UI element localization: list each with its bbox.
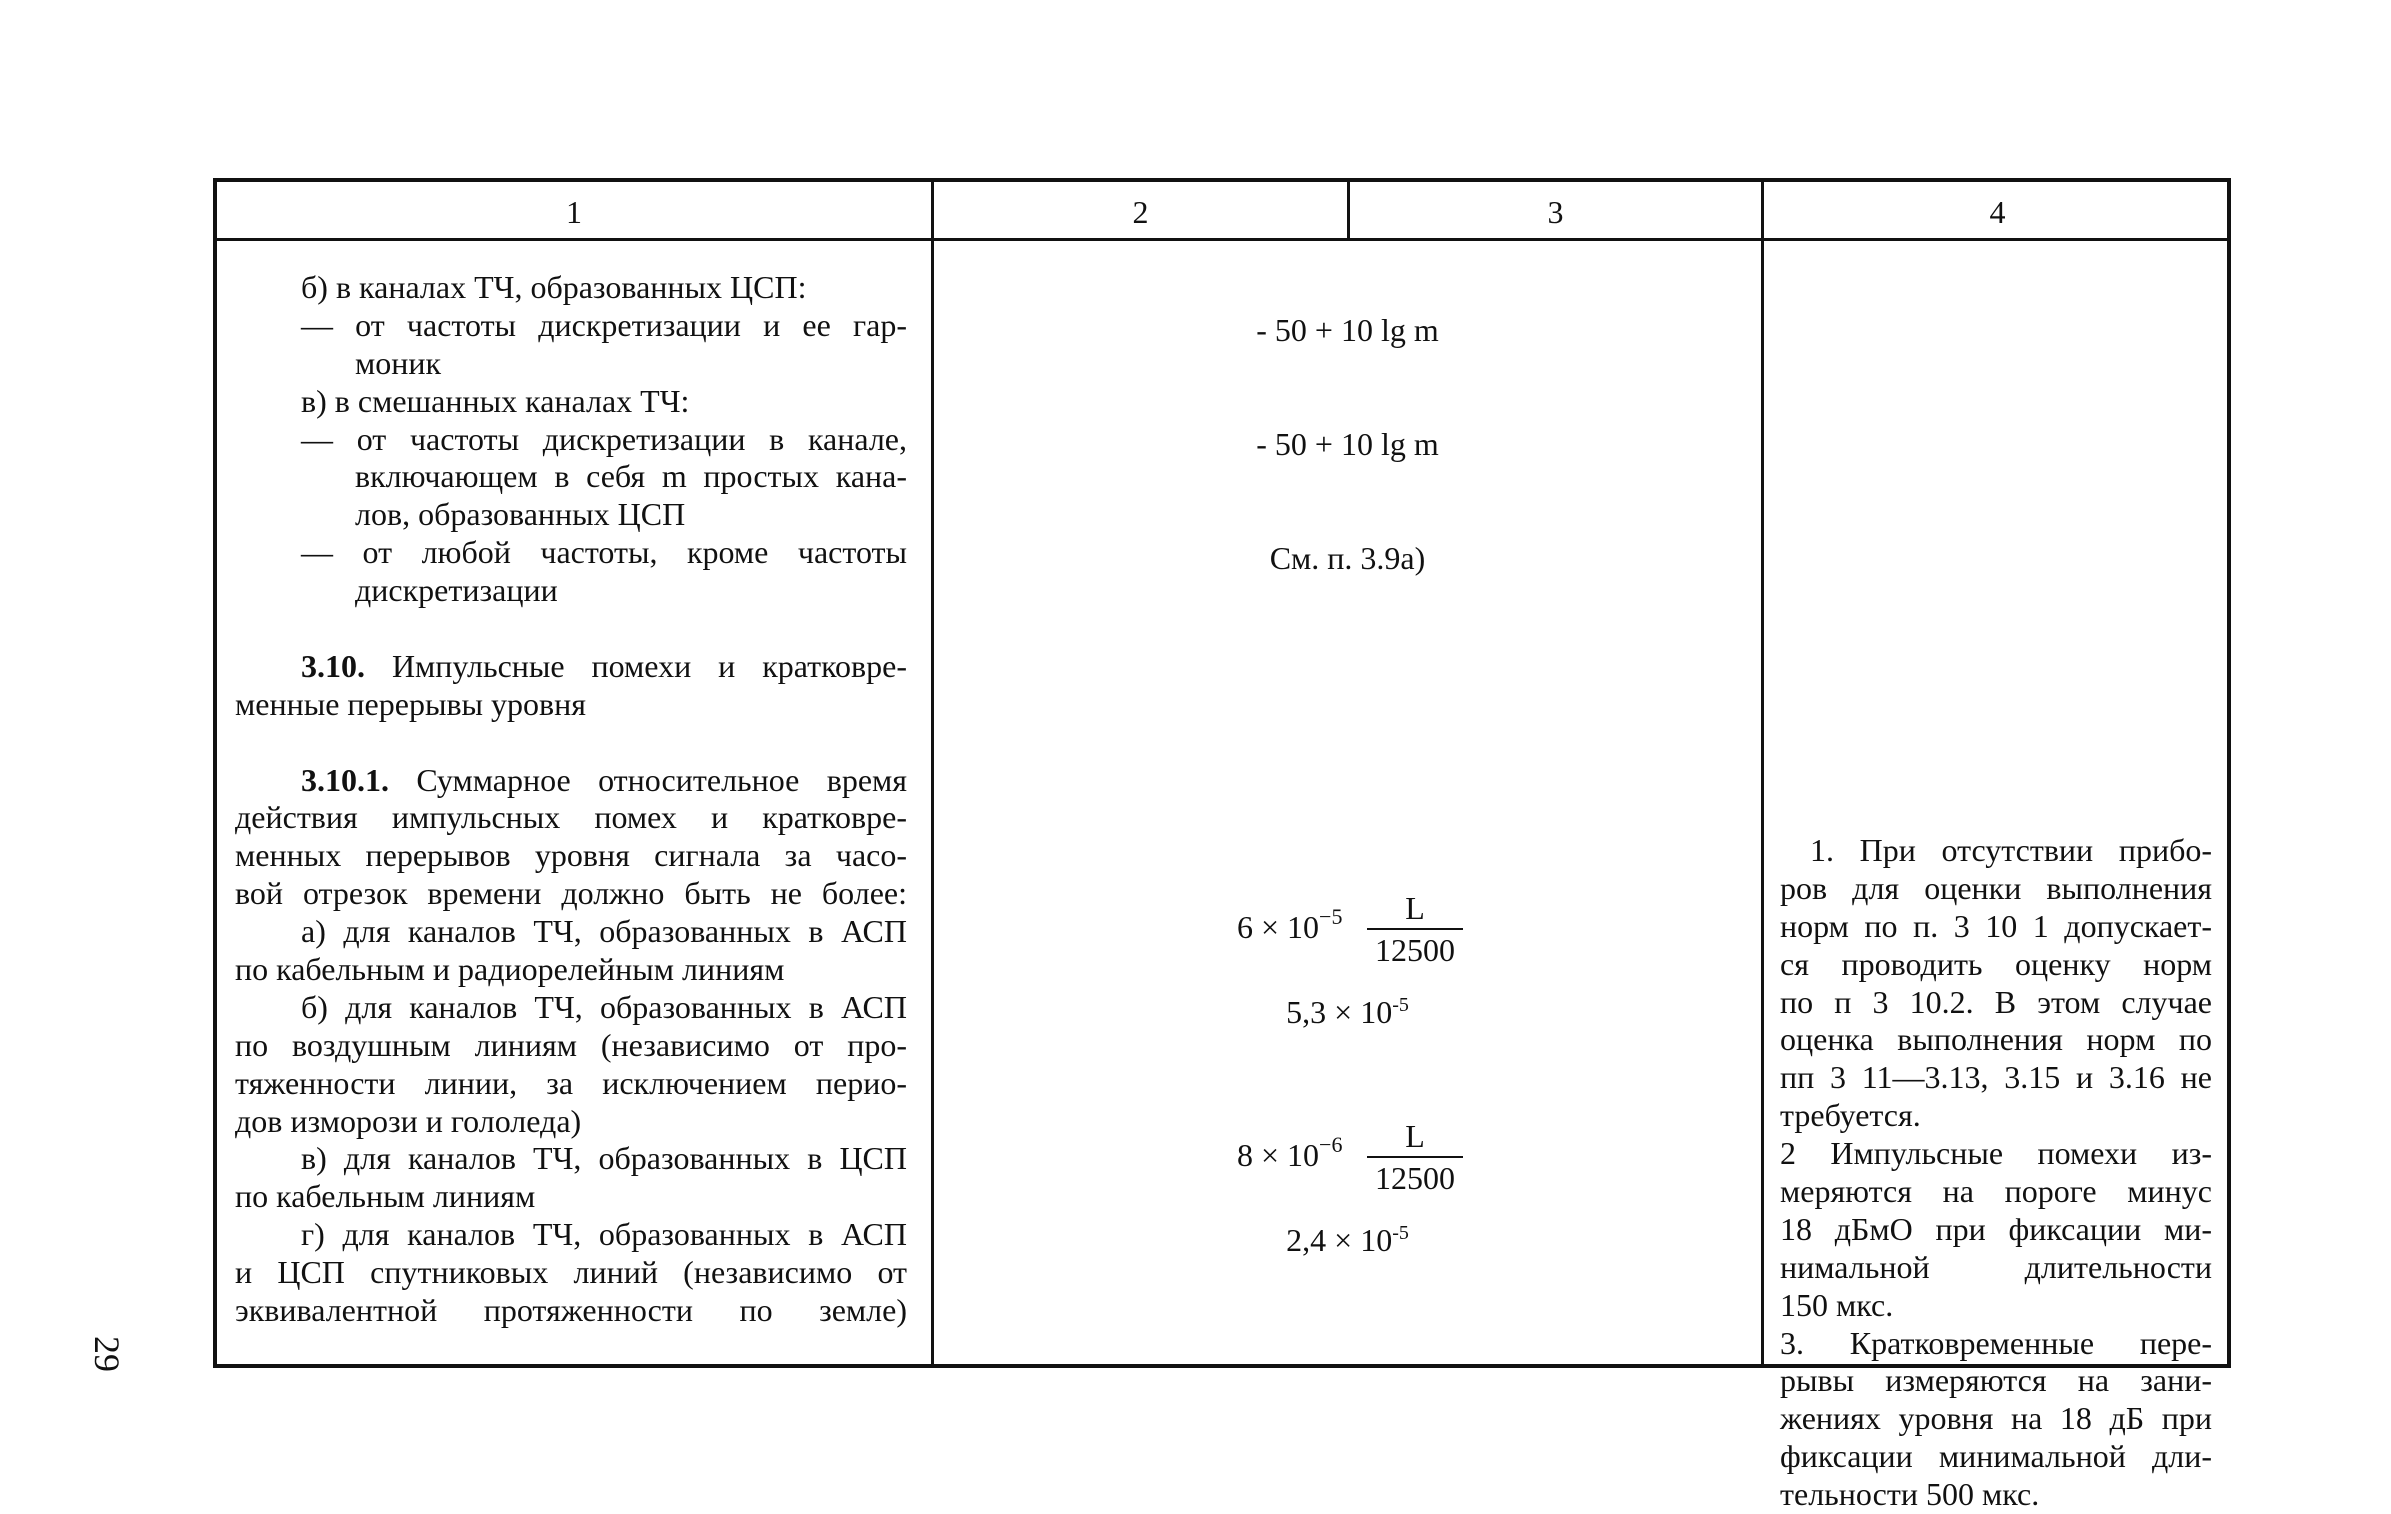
- item-a-line: а) для каналов ТЧ, образованных в АСП: [301, 913, 907, 950]
- fraction-denominator: 12500: [1375, 1160, 1455, 1196]
- item-v2-line: в) для каналов ТЧ, образованных в ЦСП: [301, 1140, 907, 1177]
- fraction-bar: [1367, 1156, 1463, 1158]
- item-v-line: — от частоты дискретизации в канале,: [301, 420, 907, 457]
- item-b-line: моник: [355, 344, 442, 381]
- requirements-column: [235, 269, 907, 1330]
- note-line: 18 дБмО при фиксации ми-: [1780, 1210, 2212, 1247]
- note-line: фиксации минимальной дли-: [1780, 1438, 2212, 1475]
- norm-value-3: См. п. 3.9а): [1269, 540, 1426, 576]
- item-g-line: эквивалентной протяженности по земле): [235, 1292, 907, 1329]
- note-line: норм по п. 3 10 1 допускает-: [1780, 907, 2212, 944]
- norm-value-1: - 50 + 10 lg m: [1256, 312, 1439, 348]
- note-line: ся проводить оценку норм: [1780, 945, 2212, 982]
- column-header-4: 4: [1989, 194, 2006, 230]
- item-b-title: б) в каналах ТЧ, образованных ЦСП:: [301, 269, 807, 305]
- formula-exponent: −6: [1319, 1132, 1343, 1157]
- note-line: рывы измеряются на зани-: [1780, 1362, 2212, 1399]
- item-b2-line: по воздушным линиям (независимо от про-: [235, 1026, 907, 1063]
- section-text: менных перерывов уровня сигнала за часо-: [235, 837, 907, 874]
- notes-column: [1780, 832, 2212, 1514]
- fraction-numerator: L: [1405, 1118, 1425, 1154]
- section-3-10-1: [235, 762, 907, 800]
- header-divider: [217, 238, 2227, 241]
- column-divider: [1761, 182, 1764, 1364]
- fraction: [1367, 890, 1463, 968]
- column-header-3: 3: [1547, 194, 1564, 230]
- fraction-numerator: L: [1405, 890, 1425, 926]
- fraction-bar: [1367, 928, 1463, 930]
- section-text: вой отрезок времени должно быть не более:: [235, 875, 907, 912]
- note-line: 150 мкс.: [1780, 1286, 1894, 1323]
- note-line: тельности 500 мкс.: [1780, 1476, 2040, 1513]
- column-header-1: 1: [566, 194, 582, 230]
- note-line: оценка выполнения норм по: [1780, 1021, 2212, 1058]
- norm-value-2: - 50 + 10 lg m: [1256, 426, 1439, 462]
- item-b2-line: тяженности линии, за исключением перио-: [235, 1064, 907, 1101]
- note-line: 3. Кратковременные пере-: [1780, 1324, 2212, 1361]
- note-line: 1. При отсутствии прибо-: [1810, 832, 2212, 868]
- norm-value-4: $5,3 \times 10^{-5}$: [1286, 994, 1409, 1030]
- item-g-line: г) для каналов ТЧ, образованных в АСП: [301, 1216, 907, 1253]
- formula-coefficient: 8 × 10: [1237, 1137, 1320, 1173]
- note-line: по п 3 10.2. В этом случае: [1780, 983, 2212, 1020]
- item-b2-line: дов изморози и гололеда): [235, 1102, 582, 1139]
- note-line: требуется.: [1780, 1097, 1921, 1134]
- formula-exponent: −5: [1319, 904, 1343, 929]
- item-v-title: в) в смешанных каналах ТЧ:: [301, 382, 690, 419]
- note-line: меряются на пороге минус: [1780, 1173, 2212, 1210]
- item-a-line: по кабельным и радиорелейным линиям: [235, 951, 785, 988]
- item-b2-line: б) для каналов ТЧ, образованных в АСП: [301, 988, 907, 1025]
- item-v-line: лов, образованных ЦСП: [355, 496, 686, 533]
- fraction: [1367, 1118, 1463, 1196]
- note-line: 2 Импульсные помехи из-: [1780, 1135, 2212, 1172]
- item-v-line: — от любой частоты, кроме частоты: [301, 534, 907, 571]
- norm-value-5: $2,4 \times 10^{-5}$: [1286, 1222, 1409, 1258]
- note-line: жениях уровня на 18 дБ при: [1780, 1400, 2212, 1437]
- section-text: менные перерывы уровня: [235, 685, 586, 722]
- section-number: 3.10.1.: [301, 761, 389, 798]
- section-text: Суммарное относительное время: [416, 761, 908, 798]
- section-number: 3.10.: [301, 647, 365, 684]
- note-line: нимальной длительности: [1780, 1248, 2212, 1285]
- column-divider: [931, 182, 934, 1364]
- formula-coefficient: 6 × 10: [1237, 909, 1320, 945]
- fraction-denominator: 12500: [1375, 932, 1455, 968]
- section-text: Импульсные помехи и кратковре-: [391, 647, 908, 684]
- item-b-line: — от частоты дискретизации и ее гар-: [301, 306, 907, 343]
- column-header-2: 2: [1132, 194, 1149, 230]
- item-v2-line: по кабельным линиям: [235, 1178, 536, 1215]
- note-line: пп 3 11—3.13, 3.15 и 3.16 не: [1780, 1059, 2212, 1096]
- item-g-line: и ЦСП спутниковых линий (независимо от: [235, 1254, 907, 1291]
- standards-table: [213, 178, 2231, 1513]
- item-v-line: включающем в себя m простых кана-: [355, 458, 907, 495]
- section-text: действия импульсных помех и кратковре-: [235, 799, 907, 836]
- item-v-line: дискретизации: [355, 572, 558, 609]
- section-3-10: [235, 648, 907, 686]
- note-line: ров для оценки выполнения: [1780, 869, 2212, 906]
- page-number: 29: [87, 1336, 127, 1372]
